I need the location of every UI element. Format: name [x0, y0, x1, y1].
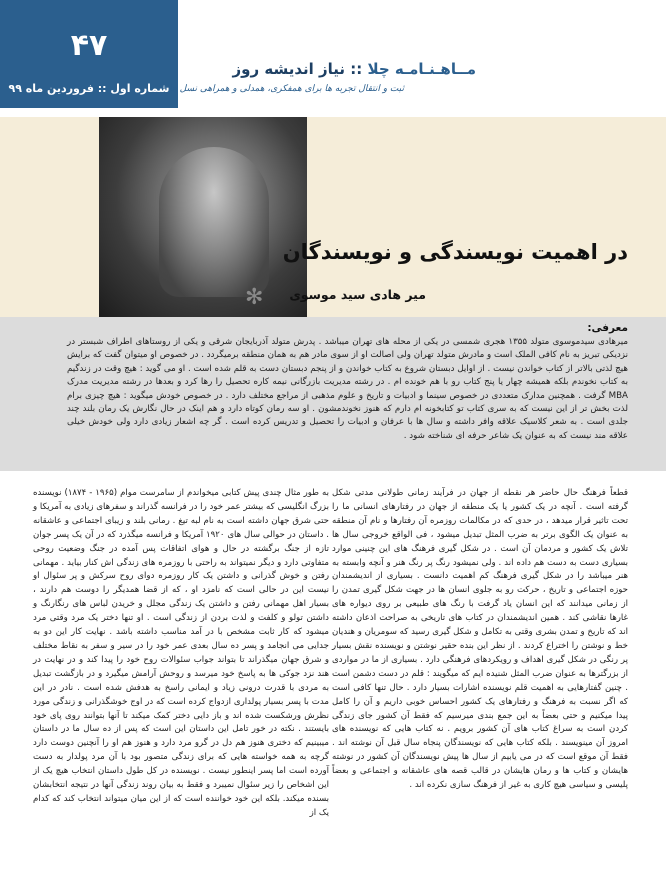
- body-text-left: به طور مثال چندی پیش کتابی میخواندم از سامرست موام (۱۹۶۵ - ۱۸۷۴) نویسنده بزرگ انگلیسی که بیشتر عمر خود را در فرانسه گذراند و سفرهای زیادی به آمریکا و حتی شرق جهان داشته است به نام لبه تیغ . رمانی بلند و زیبای اجتماعی و عاشقانه . داستان در حوالی سال های ۱۹۲۰ آمریکا و فرانسه میگذرد که در آن یک پسر جوان تازه از جنگ برگشته در حال و هوای اتفاقات پس آمده در جنگ وضعیت روحی متفاوتی دارد و دیگر نمیتواند به راحتی با روزمره های زندگی اش کنار بیاید . مهمانی رفتن و خوش گذرانی و داشتن یک کار روزمره دوای روح سرکش و پر سئوال او نیست این در حالی است که نامزد او ، که از قضا همدیگر را دوست هم دارند ، بسیار اهل مهمانی رفتن و داشتن یک زندگی مجلل و خریدن لباس های رنگارنگ و داشتن تولو و کلفت و لذت بردن از زندگی است . او تنها دختر یک مرد وقتی مرد میشود که کار ثابت مشخص با در آمد مناسب داشته باشد . نهایت کار این دو به جدایی می انجامد و پسر ده سال بعدی عمر خود را در سیر و سفر به نقاط مختلف و شرق جهان میگذراند تا بتواند جواب سئوالات روح خود را پیدا کند و در نهایت در هند نزد جوکی ها به پاسخ خود میرسد و روحش آرامش میگیرد و در بازگشت تبدیل به مردی با قدرت درونی زیاد و ایمانی راسخ به هدفش شده است . نادر در این مدت با پسر بسیار پولداری ازدواج کرده است که در اوج خوشگذرانی و زندگی مورد نظرش ورشکست شده اند و باز دایی دختر کمک میکند تا آنها بتوانند روی پای خود بایستند . نکته در خور تامل این داستان این است که پس از ده سال ما در داستان میبینیم که دختری هنوز هم دل در گرو مرد دارد و هنوز هم او را آنچنین دوست دارد گرچه به همه خواسته هایی که برای زندگی متصور بود با آن مرد پولدار به دست آورده است اما پسر اینطور نیست . نویسنده در کل طول داستان انتخاب هیچ یک از این اشخاص را زیر سئوال نمیبرد و فقط به بیان روند زندگی آنها در نتیجه انتخابشان بسنده میکند. بلکه این خود خواننده است که از این میان میتواند انتخاب کند که کدام یک از: [33, 488, 329, 818]
- magazine-name: مــاهـنـامـه چلا: [367, 60, 476, 78]
- intro-text: میرهادی سیدموسوی متولد ۱۳۵۵ هجری شمسی در یکی از محله های تهران میباشد . پدرش متولد آذربایجان شرقی و یکی از روستاهای اطراف شبستر در نزدیکی تبریز به نام کافی الملک است و مادرش متولد تهران ولی اصالت او از سوی مادر هم به همان منطقه برمیگردد . در خصوص او میتوان گفت که برایش هیچ لذتی بالاتر از کتاب خواندن نیست . از اوایل دبستان شروع به کتاب خواندن و از پنجم دبستان دست به قلم شده است . او می گوید : هیچ وقت در زندگیم به کتاب نخوندم بلکه همیشه چهار یا پنج کتاب رو با هم خونده ام . در رشته مدیریت بازرگانی نیمه کاره تحصیل را رها کرد و بعدها در رشته مدیریت مدرک MBA گرفت . همچنین مدارک متعددی در خصوص سینما و ادبیات و تاریخ و علوم مذهبی از مراجع مختلف دارد . در خصوص خودش میگوید : هیچ چیزی برام لذت بخش تر از این نیست که به سری کتاب تو کتابخونه ام دارم که هنوز نخوندمشون . او سه رمان کوتاه دارد و هم اینک در حال نگارش یک رمان بلند چند جلدی است . به شعر کلاسیک علاقه وافر داشته و سال ها با عرفان و ادبیات را تحصیل و تدریس کرده است . گر چه اشعار زیادی دارد ولی خودش خیلی علاقه مند نیست که به عنوان یک شاعر حرفه ای شناخته شود .: [67, 337, 628, 441]
- intro-label: معرفی:: [587, 322, 628, 334]
- body-column-left: [33, 487, 329, 821]
- magazine-subtitle: ثبت و انتقال تجربه ها برای همفکری، همدلی و همراهی نسل ها: [169, 84, 404, 94]
- magazine-title: [233, 60, 476, 78]
- author-photo: [99, 117, 307, 317]
- magazine-tagline: نیاز اندیشه روز: [232, 60, 346, 78]
- page-number: ۴۷: [70, 28, 108, 63]
- page-header: [0, 0, 666, 108]
- author-figure: [159, 147, 269, 297]
- flower-icon: ✻: [245, 285, 264, 310]
- issue-label: شماره اول :: فروردین ماه ۹۹: [8, 82, 170, 95]
- article-title: در اهمیت نویسندگی و نویسندگان: [282, 240, 628, 264]
- magazine-separator: ::: [345, 60, 368, 78]
- page-number-badge: [0, 0, 178, 108]
- body-column-right: [332, 487, 628, 793]
- body-text-right: قطعاً فرهنگ حال حاضر هر نقطه از جهان در فرآیند زمانی طولانی مدتی شکل گرفته است . آنچه در یک کشور یا یک منطقه از جهان در رفتارهای انسانی ما را تحت تاثیر قرار میدهد ، در حدی که در مکالمات روزمره آن رفتارها و نام آن منطقه به عنوان یک الگوی برتر به ضرب المثل تبدیل میشود ، فی الواقع خروجی سال ها تلاش یک کشور و مردمان آن است . در شکل گیری فرهنگ های این چنینی موارد بسیاری دست به دست هم داده اند . ولی نمیشود رنگ پر رنگ هنر و آنچه وابسته به هنر میباشد را در شکل گیری فرهنگ کم اهمیت دانست . بسیاری از اندیشمندان حوزه اجتماعی و تاریخ ، حرکت رو به جلوی انسان ها در جهت شکل گیری تمدن را از زمانی میدانند که این انسان یاد گرفت با رنگ های طبیعی بر روی دیواره های غارها نقاشی کند . همین اندیشمندان در کتاب های تاریخی به صراحت اذعان داشته اند که تاریخ و تمدن بشری وقتی به تکامل و شکل گیری رسید که سومریان و هندیان خط و نوشتن را اختراع کردند . از نظر این بنده حقیر نوشتن و نویسنده نقش بسیار پر رنگی در شکل گیری اهداف و رویکردهای فرهنگی دارد . بسیاری از ما در مواردی از بزرگترها به عنوان ضرب المثل شنیده ایم که میگویند : قلم در دست دشمن است . چنین گفتارهایی به اهمیت قلم نویسنده اشارات بسیار دارد . حال تنها کافی است که اگر نسبت به فرهنگ و رفتارهای یک کشور احساس خوبی داریم و آن را کامل پیدا میکنیم و حتی بعضاً به این جمع بندی میرسیم که فقط آن کشور جای زندگی کردن است به سراغ کتاب های آن کشور برویم . نه کتاب هایی که نویسنده های امروز آن مینویسند . بلکه کتاب هایی که نویسندگان پنجاه سال قبل آن نوشته اند . فقط آن موقع است که در می یابیم از سال ها پیش نویسندگان آن کشور در نوشته هایشان و کتاب ها و رمان هایشان در قالب قصه های عاشقانه و اجتماعی و بعضاً پلیسی و سیاسی هیچ کاری به غیر از فرهنگ سازی نکرده اند .: [332, 488, 628, 791]
- article-author: میر هادی سید موسوی: [289, 287, 426, 302]
